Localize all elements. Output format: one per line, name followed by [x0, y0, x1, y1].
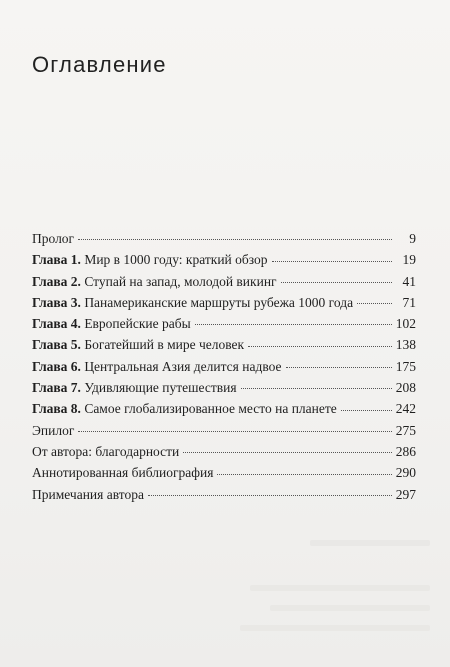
- toc-chapter-number: Глава 1.: [32, 252, 81, 268]
- toc-entry-title: [32, 271, 277, 292]
- toc-entry: [32, 398, 416, 419]
- toc-page-number: 290: [395, 465, 416, 481]
- toc-entry: [32, 462, 416, 483]
- toc-entry-title: [32, 228, 74, 249]
- dot-leader: [78, 238, 392, 240]
- toc-chapter-number: Глава 3.: [32, 294, 81, 310]
- toc-entry: [32, 334, 416, 355]
- bleed-through-mark: [240, 625, 430, 631]
- toc-page-number: 9: [409, 231, 416, 246]
- toc-chapter-title: Панамериканские маршруты рубежа 1000 года: [84, 294, 354, 310]
- toc-chapter-number: Глава 4.: [32, 316, 81, 332]
- toc-entry: [32, 249, 416, 270]
- toc-chapter-title: Европейские рабы: [84, 316, 191, 332]
- toc-chapter-title: Примечания автора: [32, 486, 144, 502]
- toc-entry: [32, 356, 416, 377]
- toc-entry-title: [32, 377, 237, 398]
- toc-page-number: 41: [402, 273, 416, 289]
- dot-leader: [241, 387, 392, 389]
- toc-page-number: 19: [402, 252, 416, 268]
- dot-leader: [195, 323, 392, 325]
- dot-leader: [148, 494, 392, 496]
- bleed-through-mark: [270, 605, 430, 611]
- bleed-through-mark: [250, 585, 430, 591]
- toc-entry: [32, 484, 416, 505]
- toc-entry-title: [32, 441, 179, 462]
- toc-page-number: 242: [395, 401, 416, 417]
- toc-entry: [32, 441, 416, 462]
- dot-leader: [78, 430, 391, 432]
- toc-chapter-number: Глава 2.: [32, 273, 81, 289]
- table-of-contents: [32, 228, 416, 505]
- toc-entry: [32, 313, 416, 334]
- toc-page-number: 138: [395, 337, 416, 353]
- dot-leader: [341, 409, 392, 411]
- toc-page-number: 208: [395, 380, 416, 396]
- toc-chapter-number: Глава 6.: [32, 358, 81, 374]
- dot-leader: [281, 281, 392, 283]
- toc-chapter-number: Глава 7.: [32, 380, 81, 396]
- toc-chapter-title: Самое глобализированное место на планете: [84, 401, 337, 417]
- toc-chapter-title: Богатейший в мире человек: [84, 337, 245, 353]
- toc-chapter-title: Эпилог: [32, 422, 75, 438]
- toc-page-number: 175: [395, 358, 416, 374]
- dot-leader: [217, 473, 391, 475]
- dot-leader: [183, 451, 391, 453]
- toc-chapter-title: Центральная Азия делится надвое: [84, 358, 282, 374]
- toc-entry: [32, 271, 416, 292]
- toc-entry-title: [32, 398, 337, 419]
- toc-page-number: 71: [402, 294, 416, 310]
- toc-chapter-number: Глава 8.: [32, 401, 81, 417]
- toc-entry-title: [32, 292, 353, 313]
- toc-entry-title: [32, 462, 213, 483]
- toc-page-number: 275: [395, 422, 416, 438]
- toc-page-number: 286: [395, 443, 416, 459]
- toc-chapter-title: Пролог: [32, 231, 75, 246]
- bleed-through-mark: [310, 540, 430, 546]
- toc-entry-title: [32, 356, 282, 377]
- toc-chapter-title: Ступай на запад, молодой викинг: [84, 273, 277, 289]
- toc-entry-title: [32, 334, 244, 355]
- toc-chapter-title: Мир в 1000 году: краткий обзор: [84, 252, 268, 268]
- toc-chapter-title: Аннотированная библиография: [32, 465, 214, 481]
- toc-entry: [32, 420, 416, 441]
- dot-leader: [248, 345, 392, 347]
- toc-page-number: 297: [395, 486, 416, 502]
- toc-chapter-title: От автора: благодарности: [32, 443, 180, 459]
- toc-page-number: 102: [395, 316, 416, 332]
- toc-entry: [32, 377, 416, 398]
- dot-leader: [286, 366, 392, 368]
- toc-entry-title: [32, 484, 144, 505]
- toc-chapter-title: Удивляющие путешествия: [84, 380, 237, 396]
- toc-entry-title: [32, 420, 74, 441]
- toc-entry: [32, 228, 416, 249]
- toc-entry: [32, 292, 416, 313]
- toc-chapter-number: Глава 5.: [32, 337, 81, 353]
- toc-entry-title: [32, 313, 191, 334]
- dot-leader: [272, 260, 392, 262]
- toc-entry-title: [32, 249, 268, 270]
- dot-leader: [357, 302, 392, 304]
- page-title: Оглавление: [32, 52, 167, 77]
